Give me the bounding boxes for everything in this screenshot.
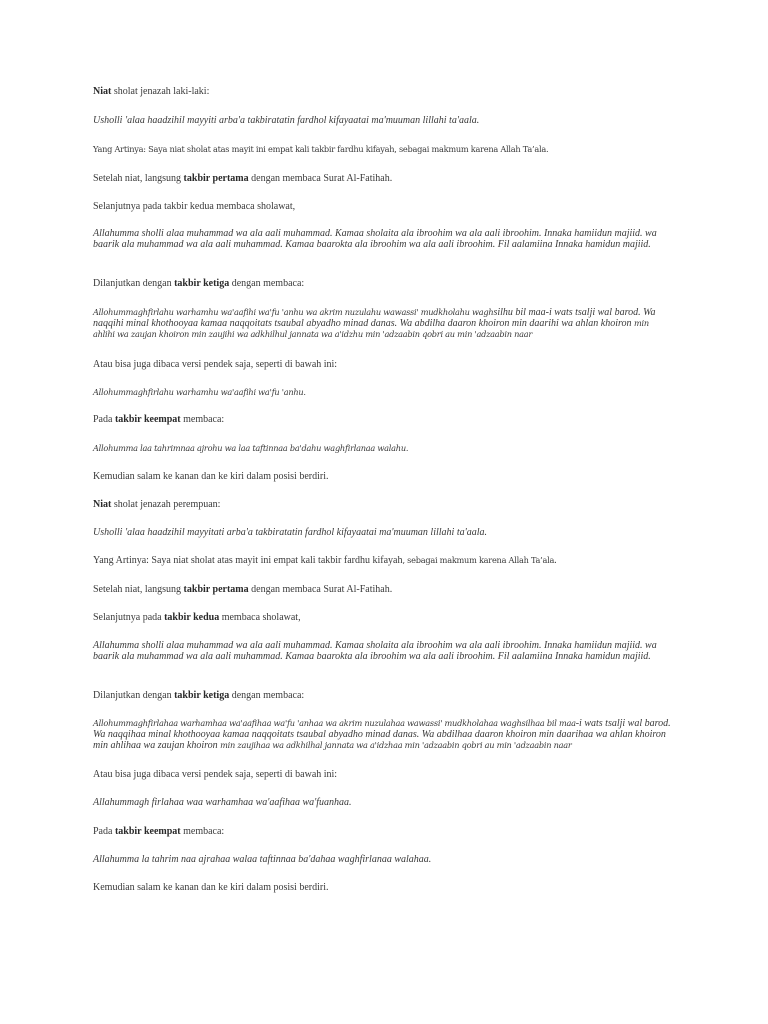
female-after-niat-pre: Setelah niat, langsung	[93, 584, 184, 595]
male-short-doa: Allohummaghfirlahu warhamhu wa'aafihi wa'fu 'anhu.	[93, 387, 306, 397]
female-fourth-post: membaca:	[180, 826, 225, 837]
male-salam: Kemudian salam ke kanan dan ke kiri dalam posisi berdiri.	[93, 471, 329, 482]
male-doa-part1: Allohummaghfirlahu warhamhu wa'aafihi wa'fu 'anhu wa akrim nuzulahu wawassi' mudkholahu wagh	[93, 307, 494, 317]
female-doa	[93, 718, 673, 751]
female-doa-part3: min zaujihaa wa adkhilhal jannata wa a'idzhaa min 'adzaabin qobri au min 'adzaabin naar	[220, 740, 572, 750]
female-niat-heading	[93, 499, 673, 510]
female-artinya-normal: Yang Artinya: Saya niat sholat atas mayit ini empat kali takbir fardhu kifayah	[93, 555, 403, 566]
female-second-pre: Selanjutnya pada	[93, 612, 165, 623]
female-second-takbir	[93, 612, 673, 623]
male-fourth-doa: Allohumma laa tahrimnaa ajrohu wa laa taftinnaa ba'dahu waghfirlanaa walahu.	[93, 443, 409, 453]
male-second-takbir: Selanjutnya pada takbir kedua membaca sholawat,	[93, 201, 296, 212]
male-doa-part3: min ahlihi wa zaujan khoiron min zaujihi wa adkhilhul jannata wa a'idzhu min 'adzaabin qobri au min 'adzaabin naar	[93, 318, 649, 339]
male-fourth-bold: takbir keempat	[114, 414, 181, 425]
female-third-takbir	[93, 690, 673, 701]
male-sholawat: Allahumma sholli alaa muhammad wa ala aali muhammad. Kamaa sholaita ala ibroohim wa ala aali ibroohim. Innaka hamiidun majiid. wa baarik ala muhammad wa ala aali muhammad. Kamaa baarokta ala ibroohim wa ala aali ibroohim. Fil aalamiina Innaka hamidun majiid.	[93, 228, 657, 250]
female-third-pre: Dilanjutkan dengan	[93, 690, 175, 701]
female-doa-part1: Allohummaghfirlahaa warhamhaa wa'aafihaa wa'fu 'anhaa wa akrim nuzulahaa wawassi' mudkholahaa waghsilhaa bil maa	[93, 718, 576, 728]
male-fourth-post: membaca:	[180, 414, 225, 425]
female-second-post: membaca sholawat,	[219, 612, 301, 623]
female-short-doa: Allahummagh firlahaa waa warhamhaa wa'aafihaa wa'fuanhaa.	[93, 797, 352, 808]
female-sholawat: Allahumma sholli alaa muhammad wa ala aali muhammad. Kamaa sholaita ala ibroohim wa ala aali ibroohim. Innaka hamiidun majiid. wa baarik ala muhammad wa ala aali muhammad. Kamaa baarokta ala ibroohim wa ala aali ibroohim. Fil aalamiina Innaka hamidun majiid.	[93, 640, 657, 662]
female-niat-arabic: Usholli 'alaa haadzihil mayyitati arba'a takbiratatin fardhol kifayaatai ma'muuman lillahi ta'aala.	[93, 527, 488, 538]
male-third-takbir	[93, 278, 673, 289]
female-fourth-bold: takbir keempat	[114, 826, 181, 837]
male-after-niat-pre: Setelah niat, langsung	[93, 173, 184, 184]
female-salam: Kemudian salam ke kanan dan ke kiri dalam posisi berdiri.	[93, 882, 329, 893]
male-after-niat-post: dengan membaca Surat Al-Fatihah.	[248, 173, 393, 184]
female-fourth-doa: Allahumma la tahrim naa ajrahaa walaa taftinnaa ba'dahaa waghfirlanaa walahaa.	[93, 854, 432, 865]
male-after-niat-bold: takbir pertama	[183, 173, 249, 184]
male-third-post: dengan membaca:	[229, 278, 305, 289]
male-niat-rest: sholat jenazah laki-laki:	[111, 86, 210, 97]
male-artinya-text: Saya niat sholat atas mayit ini empat kali takbir fardhu kifayah, sebagai makmum karena Allah Ta’ala.	[148, 144, 549, 154]
male-short-intro: Atau bisa juga dibaca versi pendek saja, seperti di bawah ini:	[93, 359, 338, 370]
male-niat-heading	[93, 86, 673, 97]
male-fourth-takbir	[93, 414, 673, 425]
male-artinya	[93, 144, 673, 155]
female-fourth-pre: Pada	[93, 826, 115, 837]
female-third-post: dengan membaca:	[229, 690, 305, 701]
male-doa	[93, 307, 673, 340]
female-artinya	[93, 555, 673, 566]
female-artinya-cond: , sebagai makmum karena Allah Ta’ala	[402, 555, 555, 565]
male-niat-bold: Niat	[93, 86, 112, 97]
female-after-niat-post: dengan membaca Surat Al-Fatihah.	[248, 584, 393, 595]
female-niat-bold: Niat	[93, 499, 112, 510]
male-fourth-pre: Pada	[93, 414, 115, 425]
female-after-niat-bold: takbir pertama	[183, 584, 249, 595]
female-third-bold: takbir ketiga	[174, 690, 230, 701]
female-artinya-end: .	[554, 555, 557, 566]
female-after-niat	[93, 584, 673, 595]
male-third-pre: Dilanjutkan dengan	[93, 278, 175, 289]
female-niat-rest: sholat jenazah perempuan:	[111, 499, 221, 510]
female-fourth-takbir	[93, 826, 673, 837]
male-doa-part2: silhu bil maa-i wats tsalji wal barod. Wa naqqihi minal khothooyaa kamaa naqqoitats tsaubal abyadho minad danas. Wa abdilha daaron khoiron min daarihi wa ahlan khoiron	[93, 307, 656, 329]
female-second-bold: takbir kedua	[164, 612, 220, 623]
male-niat-arabic: Usholli 'alaa haadzihil mayyiti arba'a takbiratatin fardhol kifayaatai ma'muuman lillahi ta'aala.	[93, 115, 480, 126]
male-artinya-prefix: Yang Artinya:	[93, 144, 149, 154]
female-doa-part2: -i wats tsalji wal barod. Wa naqqihaa minal khothooyaa kamaa naqqoitats tsaubal abyadho minad danas. Wa abdilhaa daaron khoiron min daarihaa wa ahlan khoiron min ahlihaa wa zaujan khoiron	[93, 718, 671, 751]
female-short-intro: Atau bisa juga dibaca versi pendek saja, seperti di bawah ini:	[93, 769, 338, 780]
male-after-niat	[93, 173, 673, 184]
male-third-bold: takbir ketiga	[174, 278, 230, 289]
